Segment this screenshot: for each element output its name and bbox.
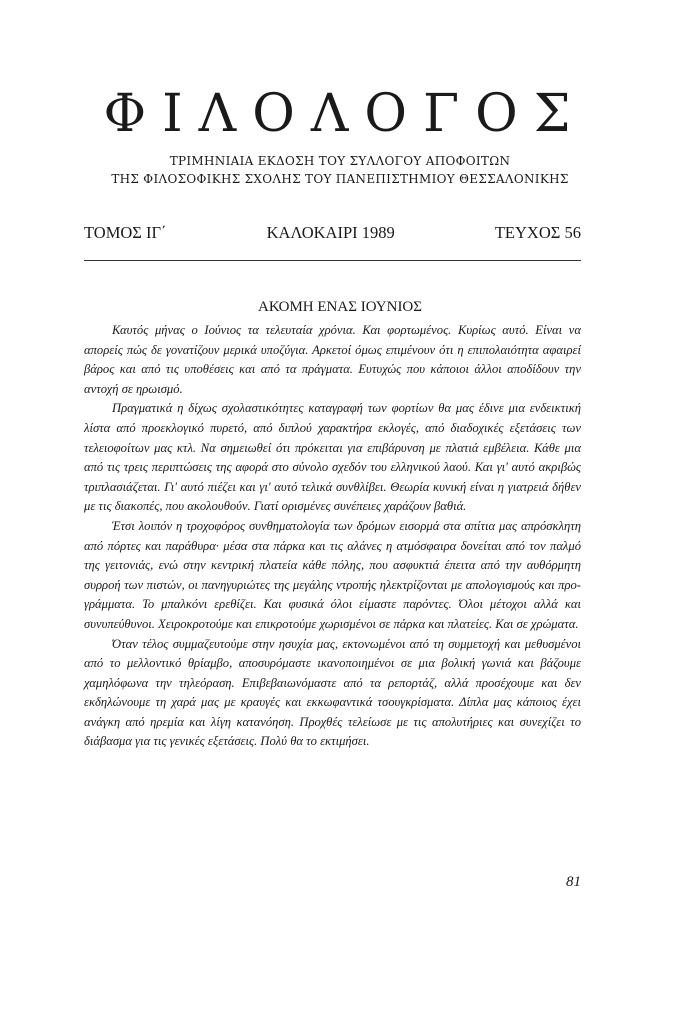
journal-title: ΦΙΛΟΛΟΓΟΣ bbox=[103, 84, 587, 144]
article-title: ΑΚΟΜΗ ΕΝΑΣ ΙΟΥΝΙΟΣ bbox=[258, 299, 422, 315]
season-label: ΚΑΛΟΚΑΙΡΙ 1989 bbox=[266, 223, 395, 242]
article-paragraph: Όταν τέλος συμμαζευτούμε στην ησυχία μας, εκτονωμένοι από τη συμμετοχή και μεθυσμένοι από το μελλοντικό θρίαμβο, αποσυρόμαστε ικανοποιημένοι σε μια βολική γωνιά και βάζουμε χαμηλόφωνα την τηλεόραση. Επιβεβαιωνόμαστε από τα ρεπορτάζ, αλλά προσέχουμε και δεν εκδηλώνουμε τη χαρά μας με κραυγές και εκκωφαντικά τσουγκρίσματα. Δίπλα μας κάποιος έχει ανάγκη από ηρεμία και λίγη κατανόηση. Προχθές τελείωσε με τις απολυτήριες και συνεχίζει το διάβασμα για τις γενικές εξετάσεις. Πολύ θα το εκτιμήσει. bbox=[84, 636, 581, 749]
article-body bbox=[84, 321, 581, 752]
article-paragraph: Έτσι λοιπόν η τροχοφόρος συνθηματολογία των δρόμων εισορμά στα σπίτια μας απρόσκλητη από πόρτες και παράθυρα· μέσα στα πάρκα και τις αλάνες η ατμόσφαιρα δονείται από τον παλμό της γειτονιάς, ενώ στην κεντρική πλατεία κάθε πόλης, που ασφυκτιά έπειτα από την αυθόρμητη συρροή των πιστών, οι πανηγυριώτες της μεγάλης ντροπής ηλεκτρίζονται με απολογισμούς και προγράμματα. Το μπαλκόνι ερεθίζει. Και φυσικά όλοι είμαστε παρόντες. Όλοι μέτοχοι αλλά και συνυπεύθυνοι. Χειροκροτούμε και επικροτούμε χωρισμένοι σε πάρκα και πλατείες. Και σε χρώματα. bbox=[84, 518, 581, 631]
issue-number-label: ΤΕΥΧΟΣ 56 bbox=[494, 223, 581, 242]
journal-subtitle-line2: ΤΗΣ ΦΙΛΟΣΟΦΙΚΗΣ ΣΧΟΛΗΣ ΤΟΥ ΠΑΝΕΠΙΣΤΗΜΙΟΥ ΘΕΣΣΑΛΟΝΙΚΗΣ bbox=[111, 172, 569, 186]
issue-info-bar bbox=[84, 223, 581, 243]
header-divider bbox=[84, 260, 581, 261]
article-paragraph: Καυτός μήνας ο Ιούνιος τα τελευταία χρόνια. Και φορτωμένος. Κυρίως αυτό. Είναι να απορείς πώς δε γονατίζουν μερικά υποζύγια. Αρκετοί όμως επιμένουν ότι η επιπολαιότητα αφαιρεί βάρος και από τις υποθέσεις και από τα πράγματα. Ευτυχώς που κάποιοι άλλοι αποδίδουν την αντοχή σε ηρωισμό. bbox=[84, 323, 581, 396]
volume-label: ΤΟΜΟΣ ΙΓ΄ bbox=[84, 223, 167, 242]
article-paragraph: Πραγματικά η δίχως σχολαστικότητες καταγραφή των φορτίων θα μας έδινε μια ενδεικτική λίστα από προεκλογικό πυρετό, από διπλού χαρακτήρα εκλογές, από διαδοχικές εξετάσεις των τελειοφοίτων μας κτλ. Να σημειωθεί ότι πρόκειται για επιβάρυνση με πλατιά εμβέλεια. Κάθε μια από τις τρεις περιπτώσεις της αφορά στο σύνολο σχεδόν του ελληνικού λαού. Και γι' αυτό ακριβώς τριπλασιάζεται. Γι' αυτό πιέζει και γι' αυτό τελικά συνθλίβει. Θεωρία κυνική είναι η γιατρειά δήθεν με τις διακοπές, που ακολουθούν. Γιατί ορισμένες συνέπειες χαράζουν βαθιά. bbox=[84, 401, 581, 514]
journal-subtitle-line1: ΤΡΙΜΗΝΙΑΙΑ ΕΚΔΟΣΗ ΤΟΥ ΣΥΛΛΟΓΟΥ ΑΠΟΦΟΙΤΩΝ bbox=[169, 154, 511, 168]
page-number: 81 bbox=[566, 874, 581, 890]
